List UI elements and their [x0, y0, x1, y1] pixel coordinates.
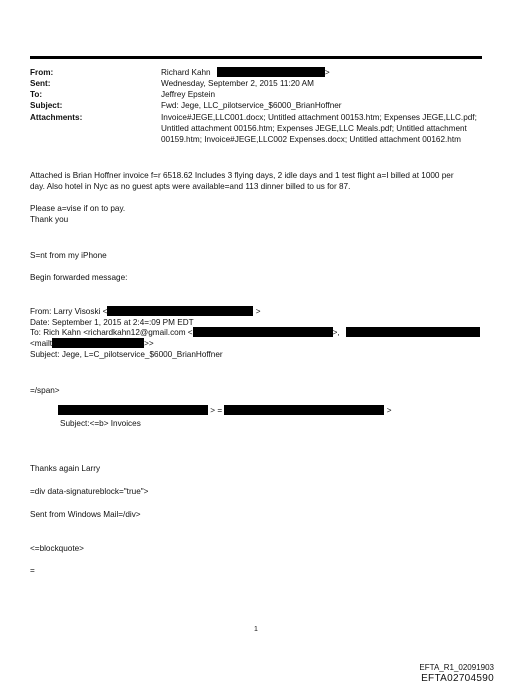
fwd-subject-line: Subject: Jege, L=C_pilotservice_$6000_BrianHoffner	[30, 350, 223, 359]
subject-invoices: Subject:<=b> Invoices	[60, 419, 141, 428]
sent-value: Wednesday, September 2, 2015 11:20 AM	[161, 79, 314, 88]
attachments-line-1: Invoice#JEGE,LLC001.docx; Untitled attachment 00153.htm; Expenses JEGE,LLC.pdf;	[161, 113, 477, 122]
subject-label: Subject:	[30, 101, 63, 110]
from-label: From:	[30, 68, 54, 77]
redaction-box	[224, 405, 384, 415]
redaction-box	[58, 405, 208, 415]
sent-from-iphone: S=nt from my iPhone	[30, 251, 107, 260]
redaction-box	[52, 338, 144, 348]
body-paragraph-2-line-1: Please a=vise if on to pay.	[30, 204, 126, 213]
from-name: Richard Kahn	[161, 68, 211, 77]
redaction-box	[193, 327, 333, 337]
sent-label: Sent:	[30, 79, 51, 88]
fwd-mailto-prefix: <mailt	[30, 339, 53, 348]
fwd-from-line	[30, 306, 480, 317]
bates-number-small: EFTA_R1_02091903	[419, 663, 494, 672]
from-tail: >	[324, 68, 330, 77]
bates-number-large: EFTA02704590	[421, 673, 494, 684]
fwd-to-prefix: To: Rich Kahn <richardkahn12@gmail.com <	[30, 328, 193, 337]
attachments-label: Attachments:	[30, 113, 83, 122]
page-number: 1	[254, 626, 258, 633]
body-paragraph-1-line-2: day. Also hotel in Nyc as no guest apts were available=and 113 dinner billed to us for 87.	[30, 182, 351, 191]
span-close: =/span>	[30, 386, 60, 395]
redaction-box	[346, 327, 480, 337]
attachments-line-3: 00159.htm; Invoice#JEGE,LLC002 Expenses.docx; Untitled attachment 00162.htm	[161, 135, 461, 144]
fwd-from-suffix: >	[255, 307, 261, 316]
fwd-mailto-suffix: >>	[144, 339, 154, 348]
fwd-mailto-line	[30, 338, 480, 349]
redaction-box	[217, 67, 325, 77]
redacted-row-mid: > =	[210, 406, 223, 415]
body-paragraph-2-line-2: Thank you	[30, 215, 69, 224]
fwd-to-mid: >,	[332, 328, 340, 337]
from-value	[161, 67, 481, 78]
blockquote-line: <=blockquote>	[30, 544, 84, 553]
redaction-box	[107, 306, 253, 316]
subject-value: Fwd: Jege, LLC_pilotservice_$6000_BrianHoffner	[161, 101, 342, 110]
attachments-line-2: Untitled attachment 00156.htm; Expenses JEGE,LLC Meals.pdf; Untitled attachment	[161, 124, 467, 133]
fwd-to-line	[30, 327, 480, 338]
to-label: To:	[30, 90, 43, 99]
fwd-date-line: Date: September 1, 2015 at 2:4=:09 PM EDT	[30, 318, 194, 327]
equals-line: =	[30, 566, 35, 575]
thanks-line: Thanks again Larry	[30, 464, 101, 473]
redacted-row	[58, 405, 478, 416]
begin-forwarded: Begin forwarded message:	[30, 273, 128, 282]
fwd-from-prefix: From: Larry Visoski <	[30, 307, 108, 316]
sent-windows-line: Sent from Windows Mail=/div>	[30, 510, 141, 519]
div-signature-line: =div data-signatureblock="true">	[30, 487, 149, 496]
to-value: Jeffrey Epstein	[161, 90, 216, 99]
header-rule	[30, 56, 482, 59]
body-paragraph-1-line-1: Attached is Brian Hoffner invoice f=r 6518.62 Includes 3 flying days, 2 idle days and 1 test flight a=I billed at 1000 per	[30, 171, 454, 180]
redacted-row-end: >	[386, 406, 392, 415]
